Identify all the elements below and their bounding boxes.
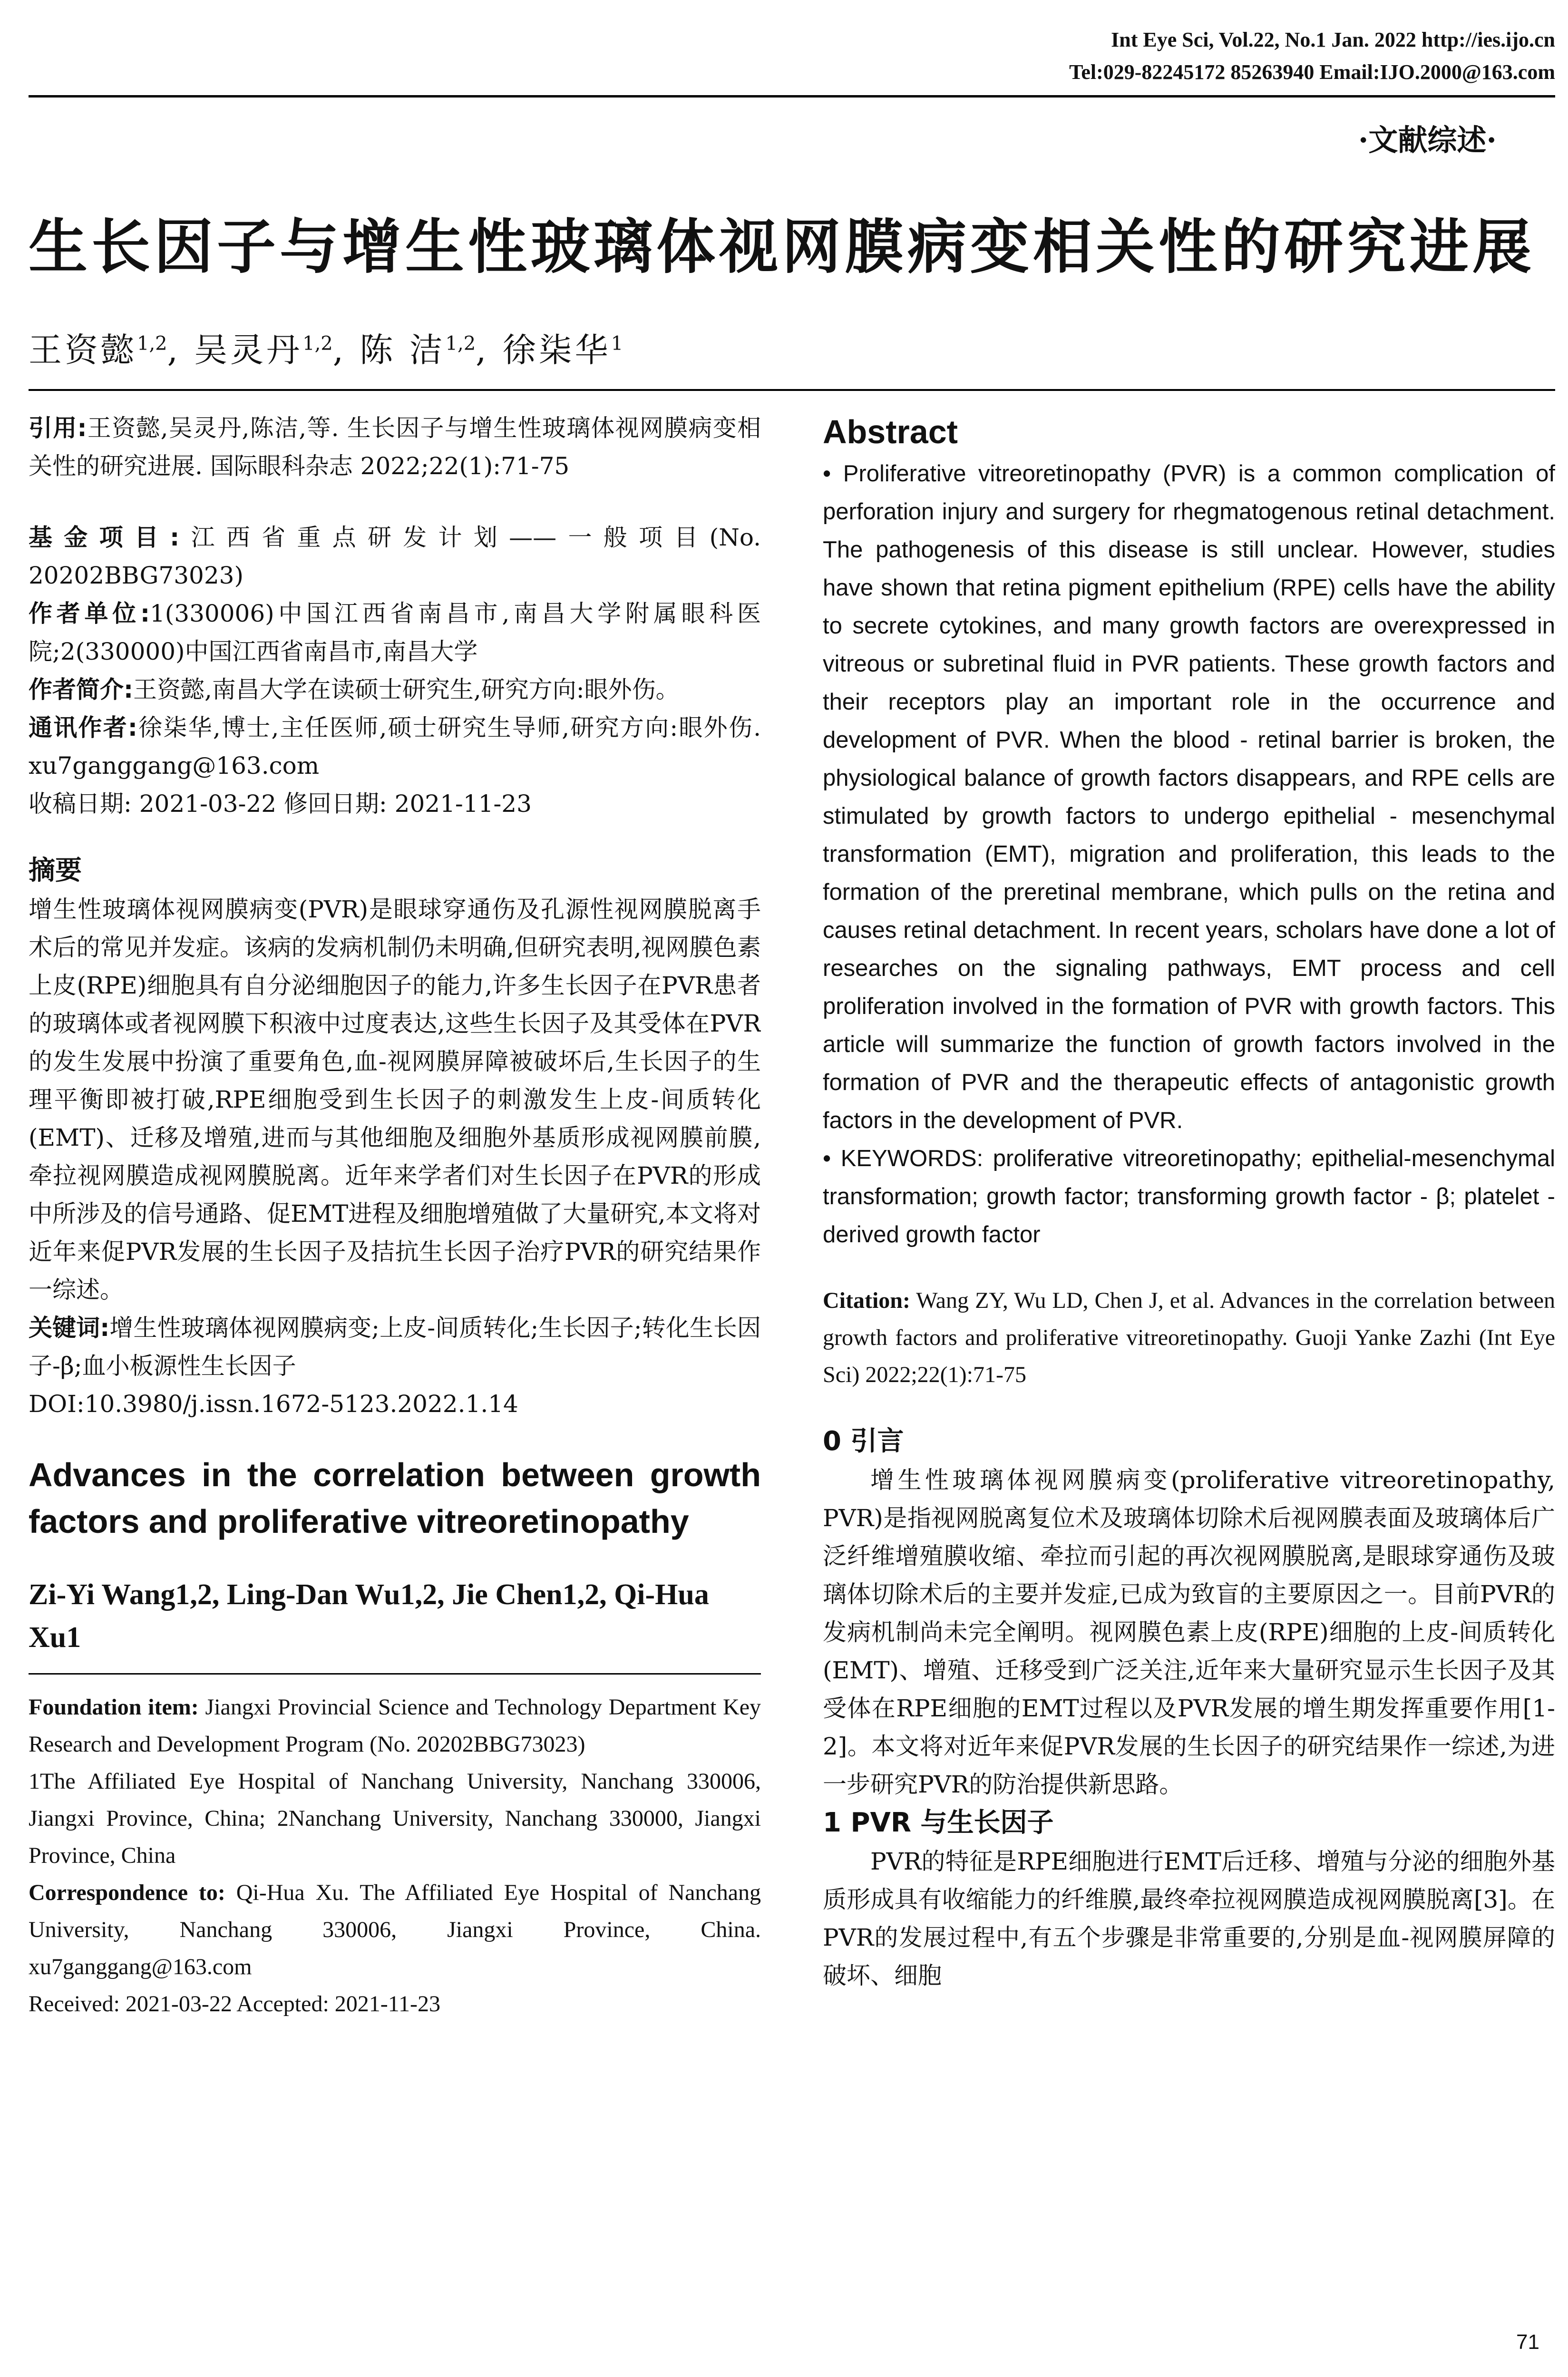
en-dates: Received: 2021-03-22 Accepted: 2021-11-23 bbox=[29, 1991, 440, 2017]
cn-keywords: 关键词:增生性玻璃体视网膜病变;上皮-间质转化;生长因子;转化生长因子-β;血小板源性生长因子 bbox=[29, 1314, 761, 1380]
en-abstract-text: • Proliferative vitreoretinopathy (PVR) is a common complication of perforation injury and surgery for rhegmatogenous retinal detachment. The pathogenesis of this disease is still unclear. However, studies have shown that retina pigment epithelium (RPE) cells have the ability to secrete cytokines, and many growth factors are overexpressed in vitreous or subretinal fluid in PVR patients. These growth factors and their receptors play an important role in the occurrence and development of PVR. When the blood - retinal barrier is broken, the physiological balance of growth factors disappears, and RPE cells are stimulated by growth factors to undergo epithelial - mesenchymal transformation (EMT), migration and proliferation, this leads to the formation of the preretinal membrane, which pulls on the retina and causes retinal detachment. In recent years, scholars have done a lot of researches on the signaling pathways, EMT process and cell proliferation involved in the formation of PVR with growth factors. This article will summarize the function of growth factors involved in the formation of PVR and the therapeutic effects of antagonistic growth factors in the development of PVR. bbox=[823, 461, 1555, 1133]
author-name: 徐柒华 bbox=[502, 331, 611, 370]
right-column bbox=[823, 409, 1555, 2340]
en-authors: Zi-Yi Wang1,2, Ling-Dan Wu1,2, Jie Chen1,2, Qi-Hua Xu1 bbox=[29, 1578, 709, 1654]
contact-line: Tel:029-82245172 85263940 Email:IJO.2000@163.com bbox=[1069, 60, 1555, 84]
cn-fund: 基金项目:江西省重点研发计划——一般项目(No. 20202BBG73023) bbox=[29, 524, 761, 589]
header-rule bbox=[29, 95, 1555, 97]
author-affil: 1,2 bbox=[302, 332, 333, 355]
sec1-text: PVR的特征是RPE细胞进行EMT后迁移、增殖与分泌的细胞外基质形成具有收缩能力的纤维膜,最终牵拉视网膜造成视网膜脱离[3]。在PVR的发展过程中,有五个步骤是非常重要的,分别是血-视网膜屏障的破坏、细胞 bbox=[823, 1848, 1555, 1989]
author-affil: 1,2 bbox=[445, 332, 476, 355]
en-keywords: • KEYWORDS: proliferative vitreoretinopathy; epithelial-mesenchymal transformation; growth factor; transforming growth factor - β; platelet - derived growth factor bbox=[823, 1146, 1555, 1247]
author-name: 王资懿 bbox=[29, 331, 137, 370]
cn-citation: 引用:王资懿,吴灵丹,陈洁,等. 生长因子与增生性玻璃体视网膜病变相关性的研究进展. 国际眼科杂志 2022;22(1):71-75 bbox=[29, 414, 761, 480]
sec1-heading: 1 PVR 与生长因子 bbox=[823, 1807, 1054, 1838]
cn-abstract-text: 增生性玻璃体视网膜病变(PVR)是眼球穿通伤及孔源性视网膜脱离手术后的常见并发症。该病的发病机制仍未明确,但研究表明,视网膜色素上皮(RPE)细胞具有自分泌细胞因子的能力,许多生长因子在PVR患者的玻璃体或者视网膜下积液中过度表达,这些生长因子及其受体在PVR的发生发展中扮演了重要角色,血-视网膜屏障被破坏后,生长因子的生理平衡即被打破,RPE细胞受到生长因子的刺激发生上皮-间质转化(EMT)、迁移及增殖,进而与其他细胞及细胞外基质形成视网膜前膜,牵拉视网膜造成视网膜脱离。近年来学者们对生长因子在PVR的形成中所涉及的信号通路、促EMT进程及细胞增殖做了大量研究,本文将对近年来促PVR发展的生长因子及拮抗生长因子治疗PVR的研究结果作一综述。 bbox=[29, 896, 761, 1304]
section-tag: ·文献综述· bbox=[1358, 123, 1497, 157]
sec0-heading: 0 引言 bbox=[823, 1426, 904, 1457]
en-correspondence: Correspondence to: Qi-Hua Xu. The Affiliated Eye Hospital of Nanchang University, Nanchang 330006, Jiangxi Province, China. xu7ganggang@163.com bbox=[29, 1880, 761, 1979]
author-name: 陈 洁 bbox=[360, 331, 446, 370]
cn-unit: 作者单位:1(330006)中国江西省南昌市,南昌大学附属眼科医院;2(330000)中国江西省南昌市,南昌大学 bbox=[29, 600, 761, 665]
author-affil: 1,2 bbox=[137, 332, 167, 355]
running-header bbox=[0, 24, 1555, 88]
cn-dates: 收稿日期: 2021-03-22 修回日期: 2021-11-23 bbox=[29, 790, 532, 818]
cn-correspondence: 通讯作者:徐柒华,博士,主任医师,硕士研究生导师,研究方向:眼外伤. xu7ganggang@163.com bbox=[29, 714, 761, 779]
cn-author-intro: 作者简介:王资懿,南昌大学在读硕士研究生,研究方向:眼外伤。 bbox=[29, 676, 680, 703]
en-citation: Citation: Wang ZY, Wu LD, Chen J, et al. Advances in the correlation between growth factors and proliferative vitreoretinopathy. Guoji Yanke Zazhi (Int Eye Sci) 2022;22(1):71-75 bbox=[823, 1288, 1555, 1387]
sec0-text: 增生性玻璃体视网膜病变(proliferative vitreoretinopathy, PVR)是指视网脱离复位术及玻璃体切除术后视网膜表面及玻璃体后广泛纤维增殖膜收缩、牵拉而引起的再次视网膜脱离,是眼球穿通伤及玻璃体切除术后的主要并发症,已成为致盲的主要原因之一。目前PVR的发病机制尚未完全阐明。视网膜色素上皮(RPE)细胞的上皮-间质转化(EMT)、增殖、迁移受到广泛关注,近年来大量研究显示生长因子及其受体在RPE细胞的EMT过程以及PVR发展的增生期发挥重要作用[1-2]。本文将对近年来促PVR发展的生长因子的研究结果作一综述,为进一步研究PVR的防治提供新思路。 bbox=[823, 1466, 1555, 1798]
page-number: 71 bbox=[1516, 2330, 1539, 2354]
title-rule bbox=[29, 389, 1555, 391]
doi: DOI:10.3980/j.issn.1672-5123.2022.1.14 bbox=[29, 1390, 518, 1418]
author-list: 王资懿$^{1,2}$, 吴灵丹$^{1,2}$, 陈 洁$^{1,2}$, 徐柒华$^1$ bbox=[29, 331, 623, 370]
en-foundation: Foundation item: Jiangxi Provincial Science and Technology Department Key Research and Development Program (No. 20202BBG73023) bbox=[29, 1695, 761, 1757]
author-affil: 1 bbox=[611, 332, 623, 355]
cn-abstract-heading: 摘要 bbox=[29, 855, 82, 886]
left-column bbox=[29, 409, 761, 2340]
article-title: 生长因子与增生性玻璃体视网膜病变相关性的研究进展 bbox=[29, 213, 1536, 282]
en-abstract-heading: Abstract bbox=[823, 413, 958, 450]
en-title: Advances in the correlation between growth factors and proliferative vitreoretinopathy bbox=[29, 1456, 761, 1540]
author-name: 吴灵丹 bbox=[194, 331, 303, 370]
en-affiliations: 1The Affiliated Eye Hospital of Nanchang University, Nanchang 330006, Jiangxi Province, China; 2Nanchang University, Nanchang 330000, Jiangxi Province, China bbox=[29, 1769, 761, 1868]
en-rule bbox=[29, 1673, 761, 1675]
journal-line: Int Eye Sci, Vol.22, No.1 Jan. 2022 http://ies.ijo.cn bbox=[1111, 28, 1555, 51]
